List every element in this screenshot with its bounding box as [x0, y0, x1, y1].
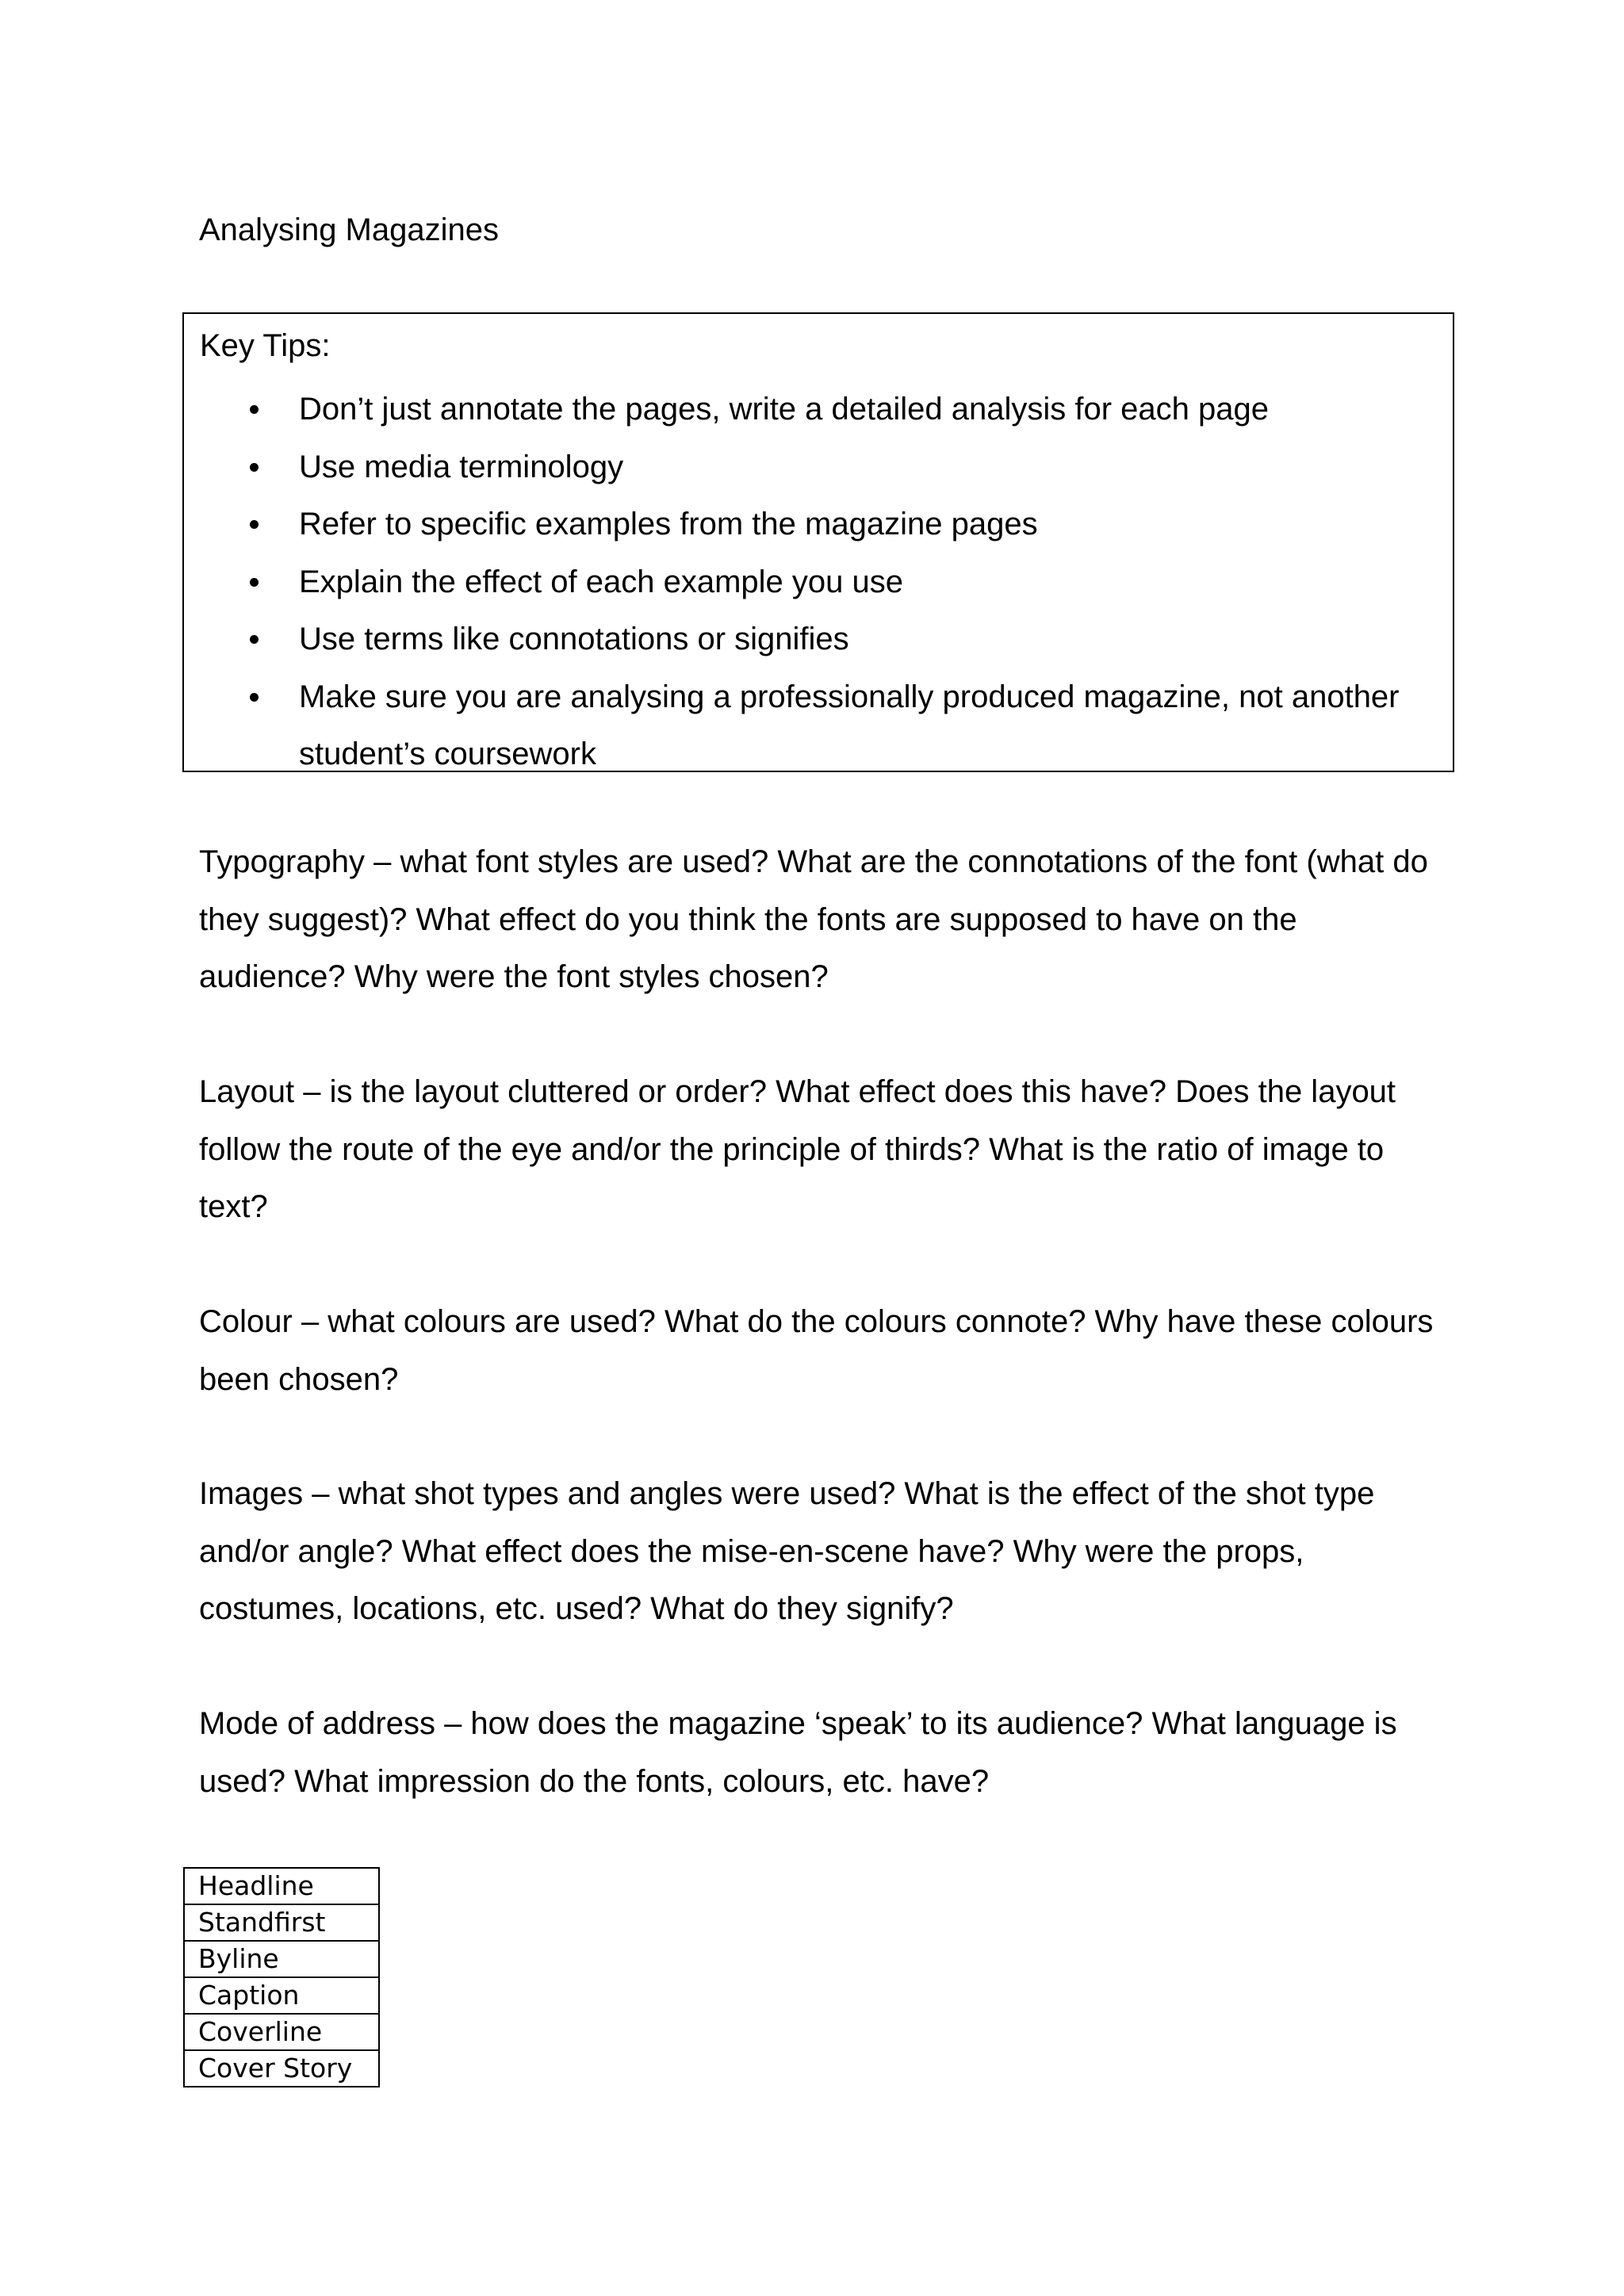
key-tips-box	[182, 312, 1454, 772]
key-tip-item: Make sure you are analysing a professionally produced magazine, not another student’s coursework	[184, 668, 1496, 783]
terms-table	[183, 1867, 380, 2087]
mode-of-address-paragraph: Mode of address – how does the magazine ‘speak’ to its audience? What language is used? What impression do the fonts, colours, etc. have?	[199, 1706, 1397, 1799]
table-row	[184, 1868, 379, 1904]
key-tip-item: Don’t just annotate the pages, write a detailed analysis for each page	[184, 381, 1496, 438]
table-row	[184, 1904, 379, 1941]
key-tips-list	[184, 381, 1496, 783]
term-cell: Coverline	[184, 2014, 379, 2050]
term-cell: Byline	[184, 1941, 379, 1977]
term-cell: Caption	[184, 1977, 379, 2014]
key-tip-item: Refer to specific examples from the magazine pages	[184, 496, 1496, 553]
table-row	[184, 2050, 379, 2087]
table-row	[184, 2014, 379, 2050]
term-cell: Standfirst	[184, 1904, 379, 1941]
table-row	[184, 1941, 379, 1977]
table-row	[184, 1977, 379, 2014]
key-tip-item: Explain the effect of each example you use	[184, 553, 1496, 611]
typography-paragraph: Typography – what font styles are used? What are the connotations of the font (what do they suggest)? What effect do you think the fonts are supposed to have on the audience? Why were the font styles chosen?	[199, 844, 1428, 994]
colour-paragraph: Colour – what colours are used? What do the colours connote? Why have these colours been chosen?	[199, 1304, 1434, 1397]
key-tip-item: Use media terminology	[184, 438, 1496, 496]
images-paragraph: Images – what shot types and angles were used? What is the effect of the shot type and/or angle? What effect does the mise-en-scene have? Why were the props, costumes, locations, etc. used? What do they signify?	[199, 1476, 1375, 1626]
key-tip-item: Use terms like connotations or signifies	[184, 610, 1496, 668]
term-cell: Headline	[184, 1868, 379, 1904]
term-cell: Cover Story	[184, 2050, 379, 2087]
key-tips-heading: Key Tips:	[200, 328, 331, 363]
page-title: Analysing Magazines	[199, 212, 499, 247]
layout-paragraph: Layout – is the layout cluttered or order? What effect does this have? Does the layout follow the route of the eye and/or the principle of thirds? What is the ratio of image to text?	[199, 1074, 1396, 1224]
